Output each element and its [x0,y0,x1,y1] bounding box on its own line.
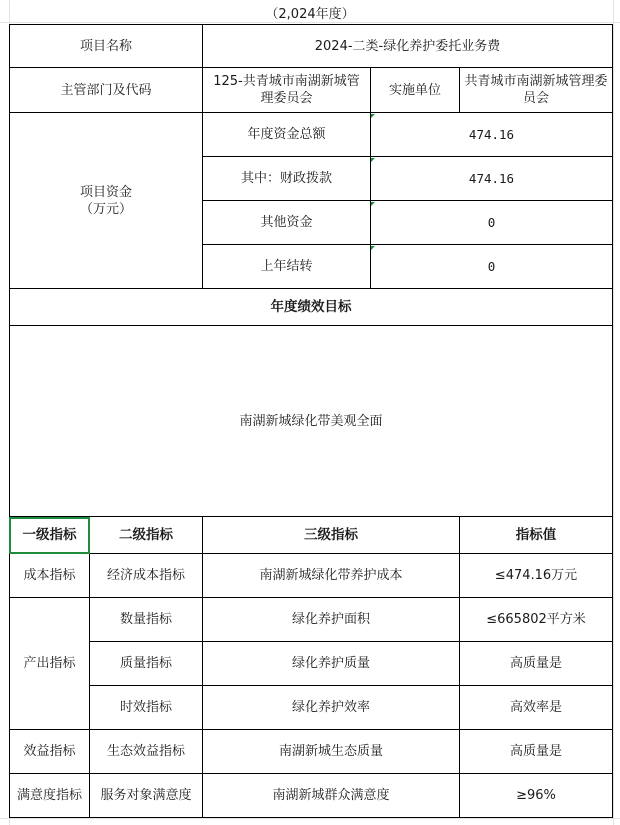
value-cell[interactable]: 高质量是 [460,730,613,774]
funds-row-value[interactable]: 0 [371,201,613,245]
level2-cell[interactable]: 质量指标 [90,642,203,686]
level3-cell[interactable]: 南湖新城群众满意度 [203,774,460,818]
goal-header[interactable]: 年度绩效目标 [9,289,613,326]
level2-cell[interactable]: 经济成本指标 [90,554,203,598]
value-cell[interactable]: 高质量是 [460,642,613,686]
level2-cell[interactable]: 时效指标 [90,686,203,730]
level1-cell[interactable]: 产出指标 [9,598,90,730]
value-cell[interactable]: ≥96% [460,774,613,818]
impl-label[interactable]: 实施单位 [371,68,460,113]
comment-marker [371,202,375,206]
header-level2[interactable]: 二级指标 [90,517,203,554]
funds-row-value[interactable]: 0 [371,245,613,289]
funds-label[interactable]: 项目资金 （万元） [9,113,203,289]
project-name-label[interactable]: 项目名称 [9,24,203,68]
level2-cell[interactable]: 数量指标 [90,598,203,642]
level2-cell[interactable]: 生态效益指标 [90,730,203,774]
comment-marker [371,158,375,162]
dept-value[interactable]: 125-共青城市南湖新城管理委员会 [203,68,371,113]
level3-cell[interactable]: 绿化养护面积 [203,598,460,642]
year-label[interactable]: （2,024年度） [265,7,355,22]
level3-cell[interactable]: 绿化养护效率 [203,686,460,730]
impl-value[interactable]: 共青城市南湖新城管理委员会 [460,68,613,113]
header-value[interactable]: 指标值 [460,517,613,554]
project-name-value[interactable]: 2024-二类-绿化养护委托业务费 [203,24,613,68]
level1-cell[interactable]: 满意度指标 [9,774,90,818]
funds-row-label[interactable]: 其中：财政拨款 [203,157,371,201]
level2-cell[interactable]: 服务对象满意度 [90,774,203,818]
value-cell[interactable]: ≤474.16万元 [460,554,613,598]
level3-cell[interactable]: 南湖新城绿化带养护成本 [203,554,460,598]
grid-line [613,0,614,825]
goal-text[interactable]: 南湖新城绿化带美观全面 [9,326,613,517]
value-cell[interactable]: ≤665802平方米 [460,598,613,642]
funds-row-label[interactable]: 年度资金总额 [203,113,371,157]
grid-line [0,22,620,23]
value-cell[interactable]: 高效率是 [460,686,613,730]
level1-cell[interactable]: 效益指标 [9,730,90,774]
comment-marker [371,114,375,118]
header-level1[interactable]: 一级指标 [9,517,90,554]
header-level3[interactable]: 三级指标 [203,517,460,554]
funds-row-value[interactable]: 474.16 [371,113,613,157]
level1-cell[interactable]: 成本指标 [9,554,90,598]
funds-row-label[interactable]: 上年结转 [203,245,371,289]
funds-row-label[interactable]: 其他资金 [203,201,371,245]
level3-cell[interactable]: 绿化养护质量 [203,642,460,686]
dept-label[interactable]: 主管部门及代码 [9,68,203,113]
comment-marker [371,246,375,250]
funds-row-value[interactable]: 474.16 [371,157,613,201]
level3-cell[interactable]: 南湖新城生态质量 [203,730,460,774]
grid-line [0,818,620,819]
